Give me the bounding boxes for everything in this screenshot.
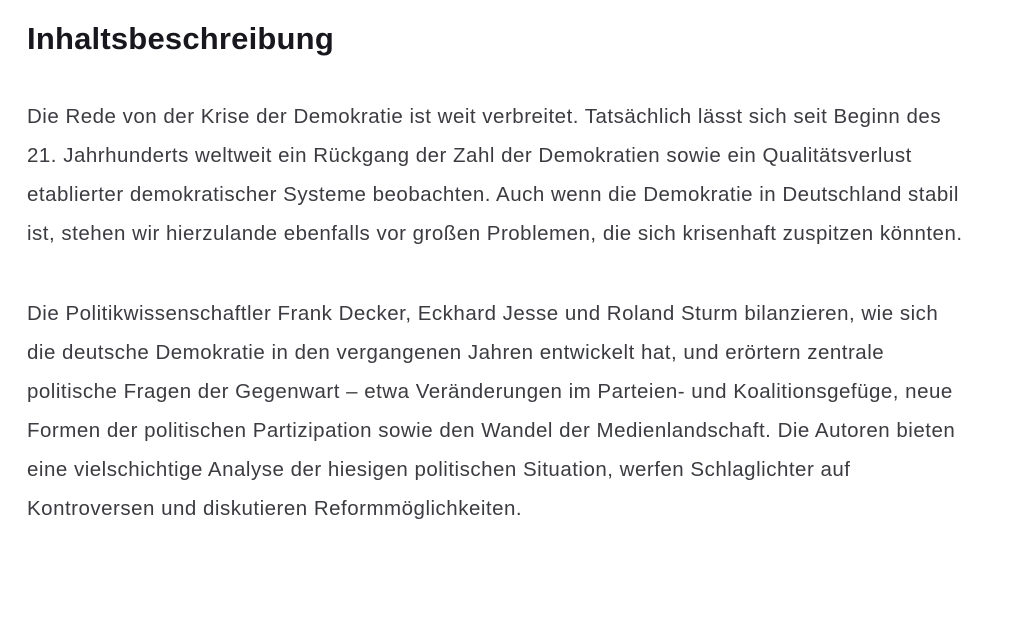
page-title: Inhaltsbeschreibung — [27, 21, 334, 56]
description-paragraph-1: Die Rede von der Krise der Demokratie ist weit verbreitet. Tatsächlich lässt sich seit Beginn des 21. Jahrhunderts weltweit ein Rückgang der Zahl der Demokratien sowie ein Qualitätsverlust etablierter demokratischer Systeme beobachten. Auch wenn die Demokratie in Deutschland stabil ist, stehen wir hierzulande ebenfalls vor großen Problemen, die sich krisenhaft zuspitzen könnten. — [27, 105, 963, 246]
description-paragraph-2: Die Politikwissenschaftler Frank Decker, Eckhard Jesse und Roland Sturm bilanzieren, wie sich die deutsche Demokratie in den vergangenen Jahren entwickelt hat, und erörtern zentrale politische Fragen der Gegenwart – etwa Veränderungen im Parteien- und Koalitionsgefüge, neue Formen der politischen Partizipation sowie den Wandel der Medienlandschaft. Die Autoren bieten eine vielschichtige Analyse der hiesigen politischen Situation, werfen Schlaglichter auf Kontroversen und diskutieren Reformmöglichkeiten. — [27, 302, 956, 521]
